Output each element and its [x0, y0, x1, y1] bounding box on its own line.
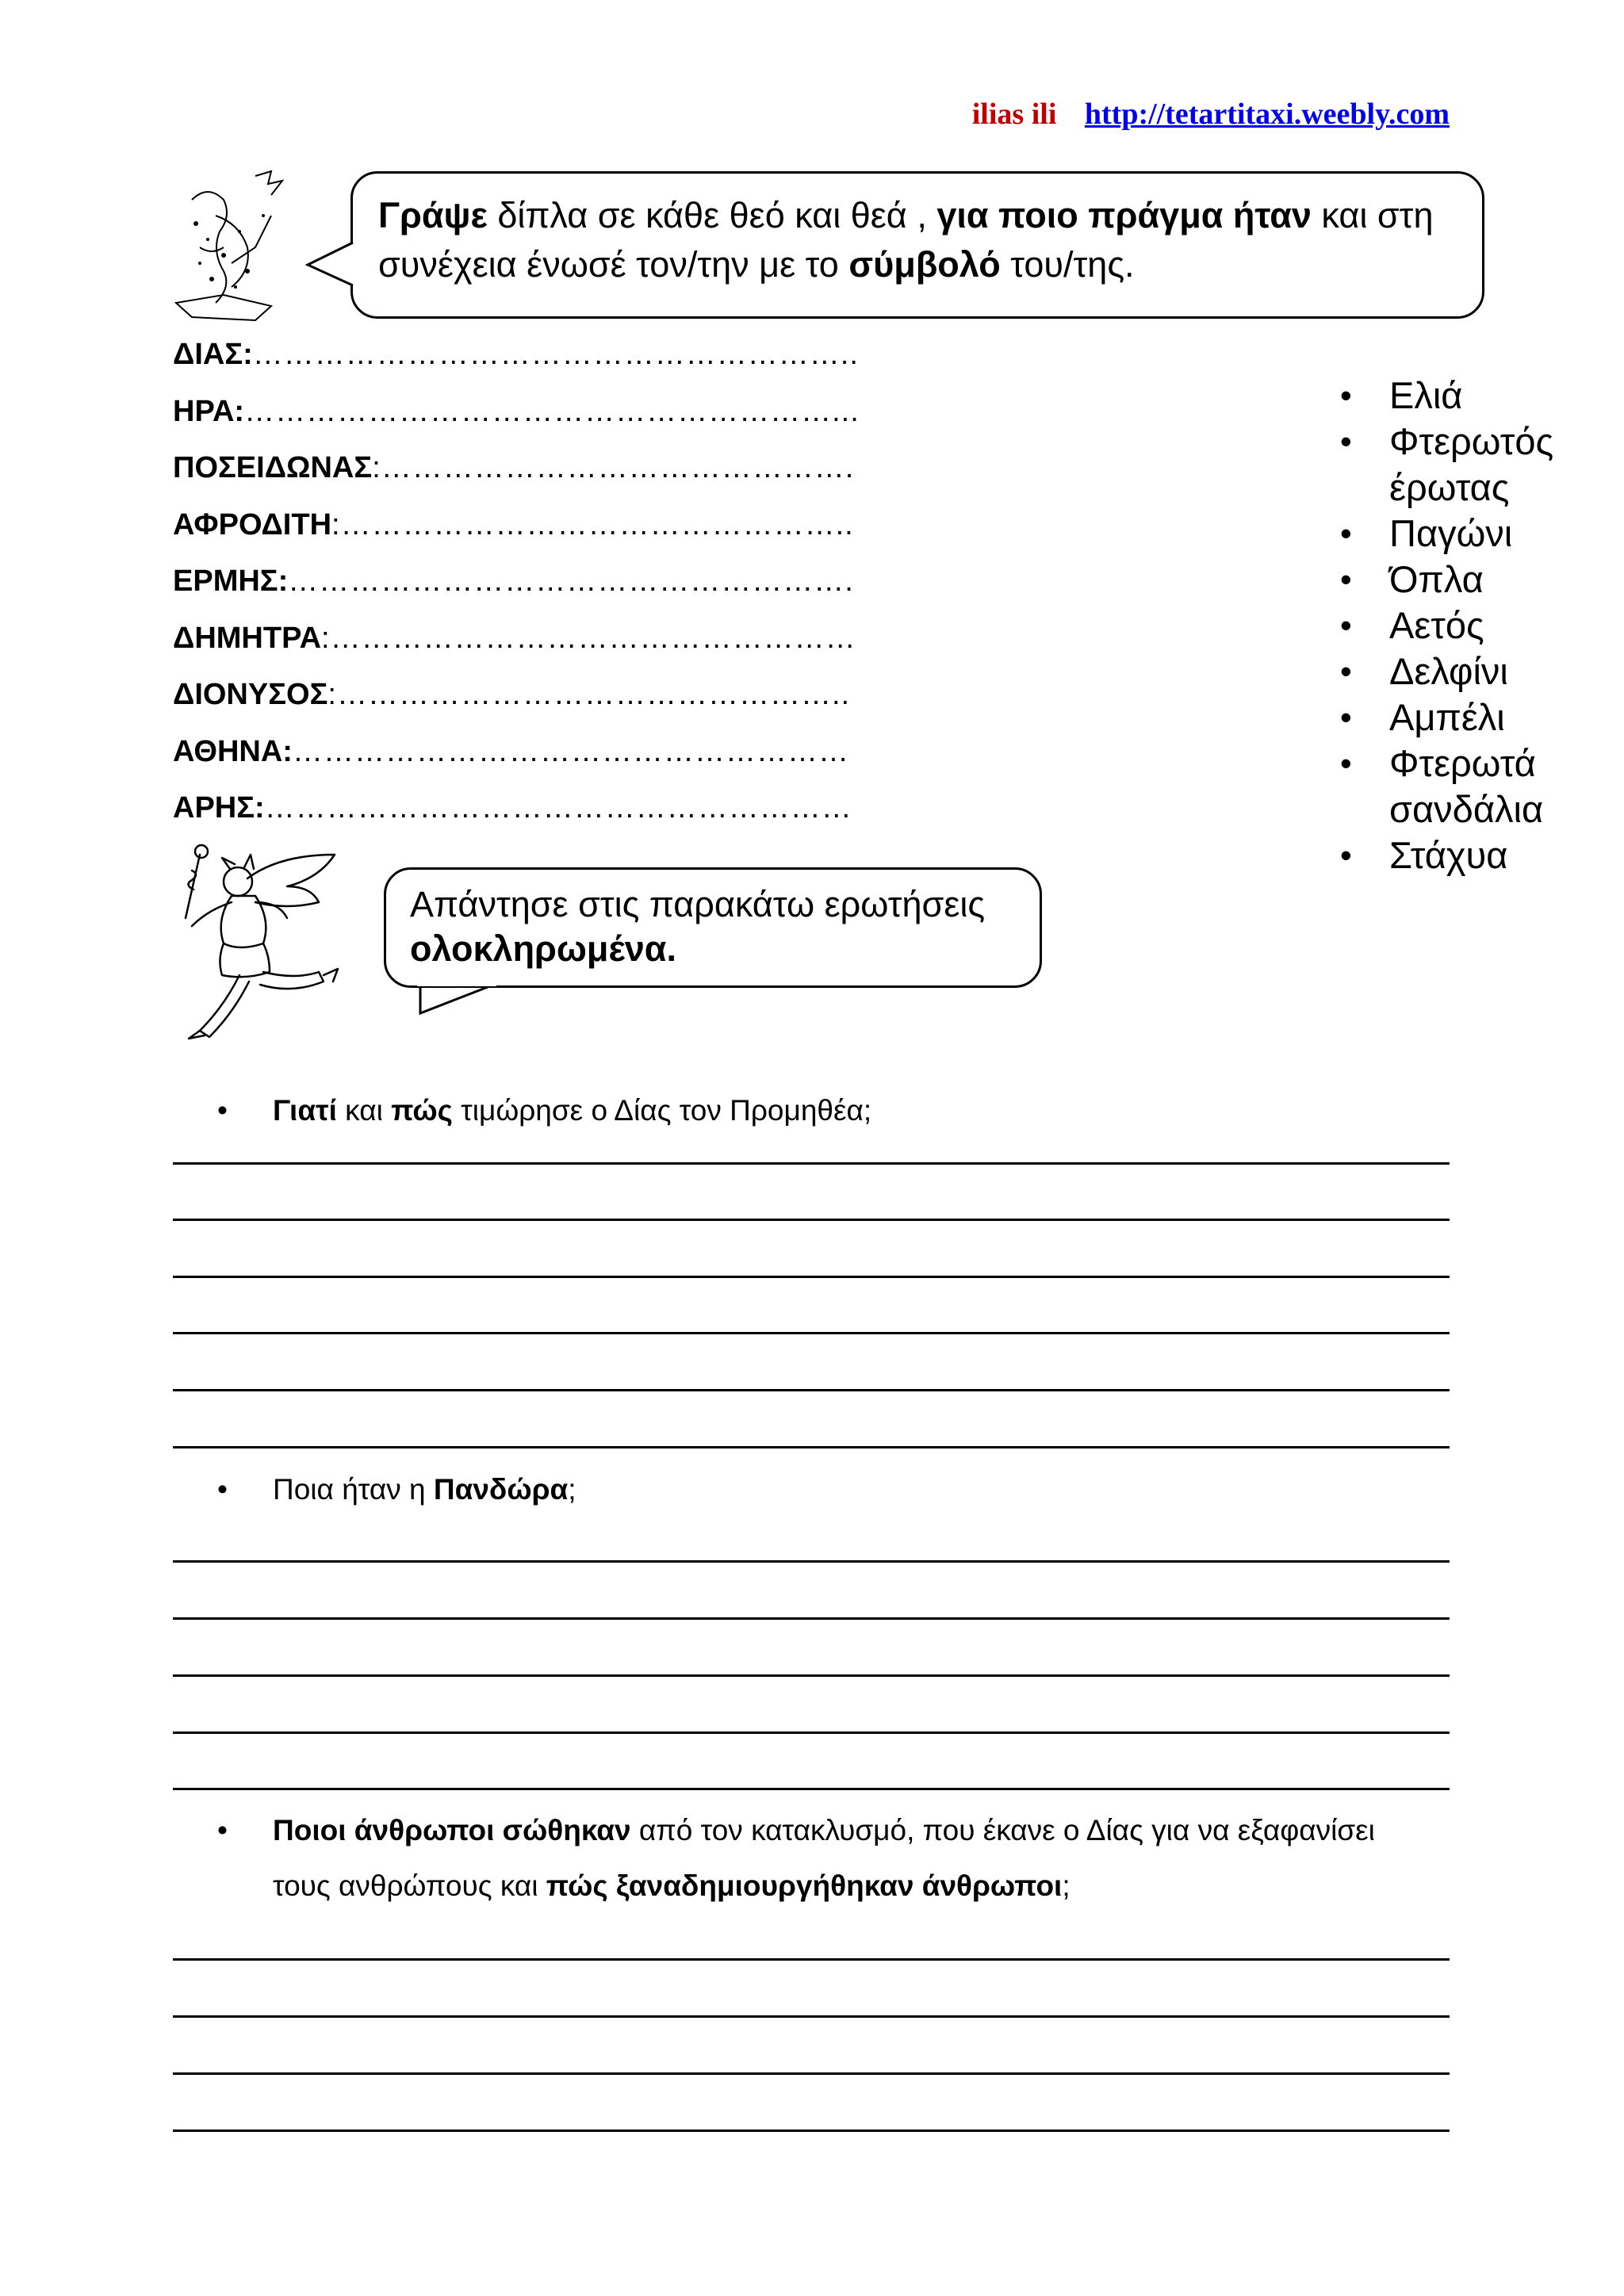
- answer-blank[interactable]: ……………………………………………….: [288, 564, 854, 598]
- answer-line[interactable]: [173, 1332, 1450, 1334]
- instruction-bold-3: σύμβολό: [848, 244, 1001, 285]
- answer-blank[interactable]: …………………………………………………..: [252, 338, 859, 371]
- symbols-list: [1340, 373, 1610, 878]
- symbol-item: • Αετός: [1340, 603, 1610, 649]
- symbol-item: • Δελφίνι: [1340, 649, 1610, 695]
- answer-blank[interactable]: ………………………………………………: [292, 734, 849, 768]
- q1-text-2: τιμώρησε ο Δίας τον Προμηθέα;: [452, 1094, 872, 1127]
- q2-text-1: Ποια ήταν η: [273, 1473, 434, 1506]
- god-name: ΕΡΜΗΣ:: [173, 564, 289, 598]
- bullet: •: [217, 1094, 228, 1127]
- q1-bold-2: πώς: [391, 1094, 453, 1127]
- instruction-text-3: του/της.: [1000, 244, 1135, 285]
- instruction2-bold: ολοκληρωμένα.: [410, 928, 676, 969]
- author-name: ilias ili: [971, 98, 1057, 131]
- answer-line[interactable]: [173, 1162, 1450, 1165]
- symbol-item: • Παγώνι: [1340, 511, 1610, 557]
- god-row: [173, 333, 966, 390]
- answer-line[interactable]: [173, 1389, 1450, 1391]
- question-text: [273, 1083, 1459, 1138]
- god-name: ΗΡΑ:: [173, 394, 245, 428]
- hermes-drawing-icon: [168, 839, 358, 1042]
- question-1: [217, 1083, 1459, 1138]
- god-name: ΑΘΗΝΑ:: [173, 734, 293, 768]
- god-name: ΔΙΟΝΥΣΟΣ: [173, 678, 328, 711]
- god-row: [173, 786, 966, 844]
- god-name: ΔΗΜΗΤΡΑ: [173, 621, 322, 655]
- q2-text-2: ;: [568, 1473, 576, 1506]
- q3-text-2: ;: [1062, 1869, 1071, 1902]
- answer-blank[interactable]: :……………………………………….: [372, 451, 855, 484]
- god-row: [173, 390, 966, 447]
- gods-list: [173, 333, 966, 844]
- zeus-drawing-icon: [168, 168, 295, 327]
- instruction-bubble: [350, 171, 1484, 319]
- q1-text-1: και: [336, 1094, 392, 1127]
- answer-line[interactable]: [173, 1788, 1450, 1790]
- bubble-tail: [412, 983, 508, 1021]
- symbol-item: • Φτερωτός έρωτας: [1340, 419, 1610, 511]
- symbol-item: • Αμπέλι: [1340, 695, 1610, 740]
- answer-line[interactable]: [173, 1276, 1450, 1278]
- instruction-text-2: και στη συνέχεια ένωσέ τον/την με το: [378, 195, 1434, 285]
- god-row: [173, 446, 966, 503]
- answer-blank[interactable]: …………………………………………………...: [244, 394, 860, 428]
- god-row: [173, 673, 966, 730]
- god-row: [173, 730, 966, 787]
- q3-bold-1: Ποιοι άνθρωποι σώθηκαν: [273, 1814, 631, 1846]
- god-name: ΑΦΡΟΔΙΤΗ: [173, 507, 332, 541]
- answer-line[interactable]: [173, 2015, 1450, 2018]
- answer-line[interactable]: [173, 1219, 1450, 1221]
- instruction-bubble-2: [384, 867, 1042, 988]
- instruction-bold-2: για ποιο πράγμα ήταν: [936, 195, 1312, 235]
- god-row: [173, 503, 966, 561]
- q3-text-1: από τον κατακλυσμό, που έκανε ο Δίας για να εξαφανίσει τους ανθρώπους και: [273, 1814, 1375, 1902]
- question-2: [217, 1462, 1459, 1517]
- answer-line[interactable]: [173, 2130, 1450, 2132]
- answer-line[interactable]: [173, 1732, 1450, 1734]
- bubble-tail: [304, 238, 355, 293]
- bullet: •: [217, 1473, 228, 1506]
- answer-blank[interactable]: :…………………………………………..: [331, 507, 854, 541]
- instruction-bold-1: Γράψε: [378, 195, 488, 235]
- answer-line[interactable]: [173, 1674, 1450, 1677]
- instruction-text-1: δίπλα σε κάθε θεό και θεά ,: [487, 195, 937, 235]
- god-row: [173, 560, 966, 617]
- answer-blank[interactable]: :…………………………………………..: [327, 678, 851, 711]
- god-name: ΠΟΣΕΙΔΩΝΑΣ: [173, 451, 373, 484]
- q2-bold-1: Πανδώρα: [433, 1473, 569, 1506]
- answer-line[interactable]: [173, 1560, 1450, 1563]
- answer-blank[interactable]: :……………………………………………: [321, 621, 856, 655]
- question-text: [273, 1462, 1459, 1517]
- god-row: [173, 617, 966, 674]
- bullet: •: [217, 1814, 228, 1846]
- god-name: ΔΙΑΣ:: [173, 338, 253, 371]
- god-name: ΑΡΗΣ:: [173, 791, 265, 825]
- symbol-item: • Φτερωτά σανδάλια: [1340, 740, 1610, 832]
- question-3: [217, 1803, 1411, 1914]
- answer-blank[interactable]: …………………………………………………: [264, 791, 852, 825]
- page-header: [972, 97, 1450, 132]
- instruction2-text: Απάντησε στις παρακάτω ερωτήσεις: [410, 884, 986, 924]
- symbol-item: • Όπλα: [1340, 557, 1610, 603]
- q1-bold-1: Γιατί: [273, 1094, 337, 1127]
- answer-line[interactable]: [173, 1617, 1450, 1620]
- website-link[interactable]: http://tetartitaxi.weebly.com: [1084, 98, 1450, 131]
- answer-line[interactable]: [173, 1958, 1450, 1961]
- symbol-item: • Ελιά: [1340, 373, 1610, 419]
- answer-line[interactable]: [173, 2072, 1450, 2075]
- symbol-item: • Στάχυα: [1340, 832, 1610, 878]
- answer-line[interactable]: [173, 1446, 1450, 1448]
- q3-bold-2: πώς ξαναδημιουργήθηκαν άνθρωποι: [546, 1869, 1063, 1902]
- question-text: [273, 1803, 1411, 1914]
